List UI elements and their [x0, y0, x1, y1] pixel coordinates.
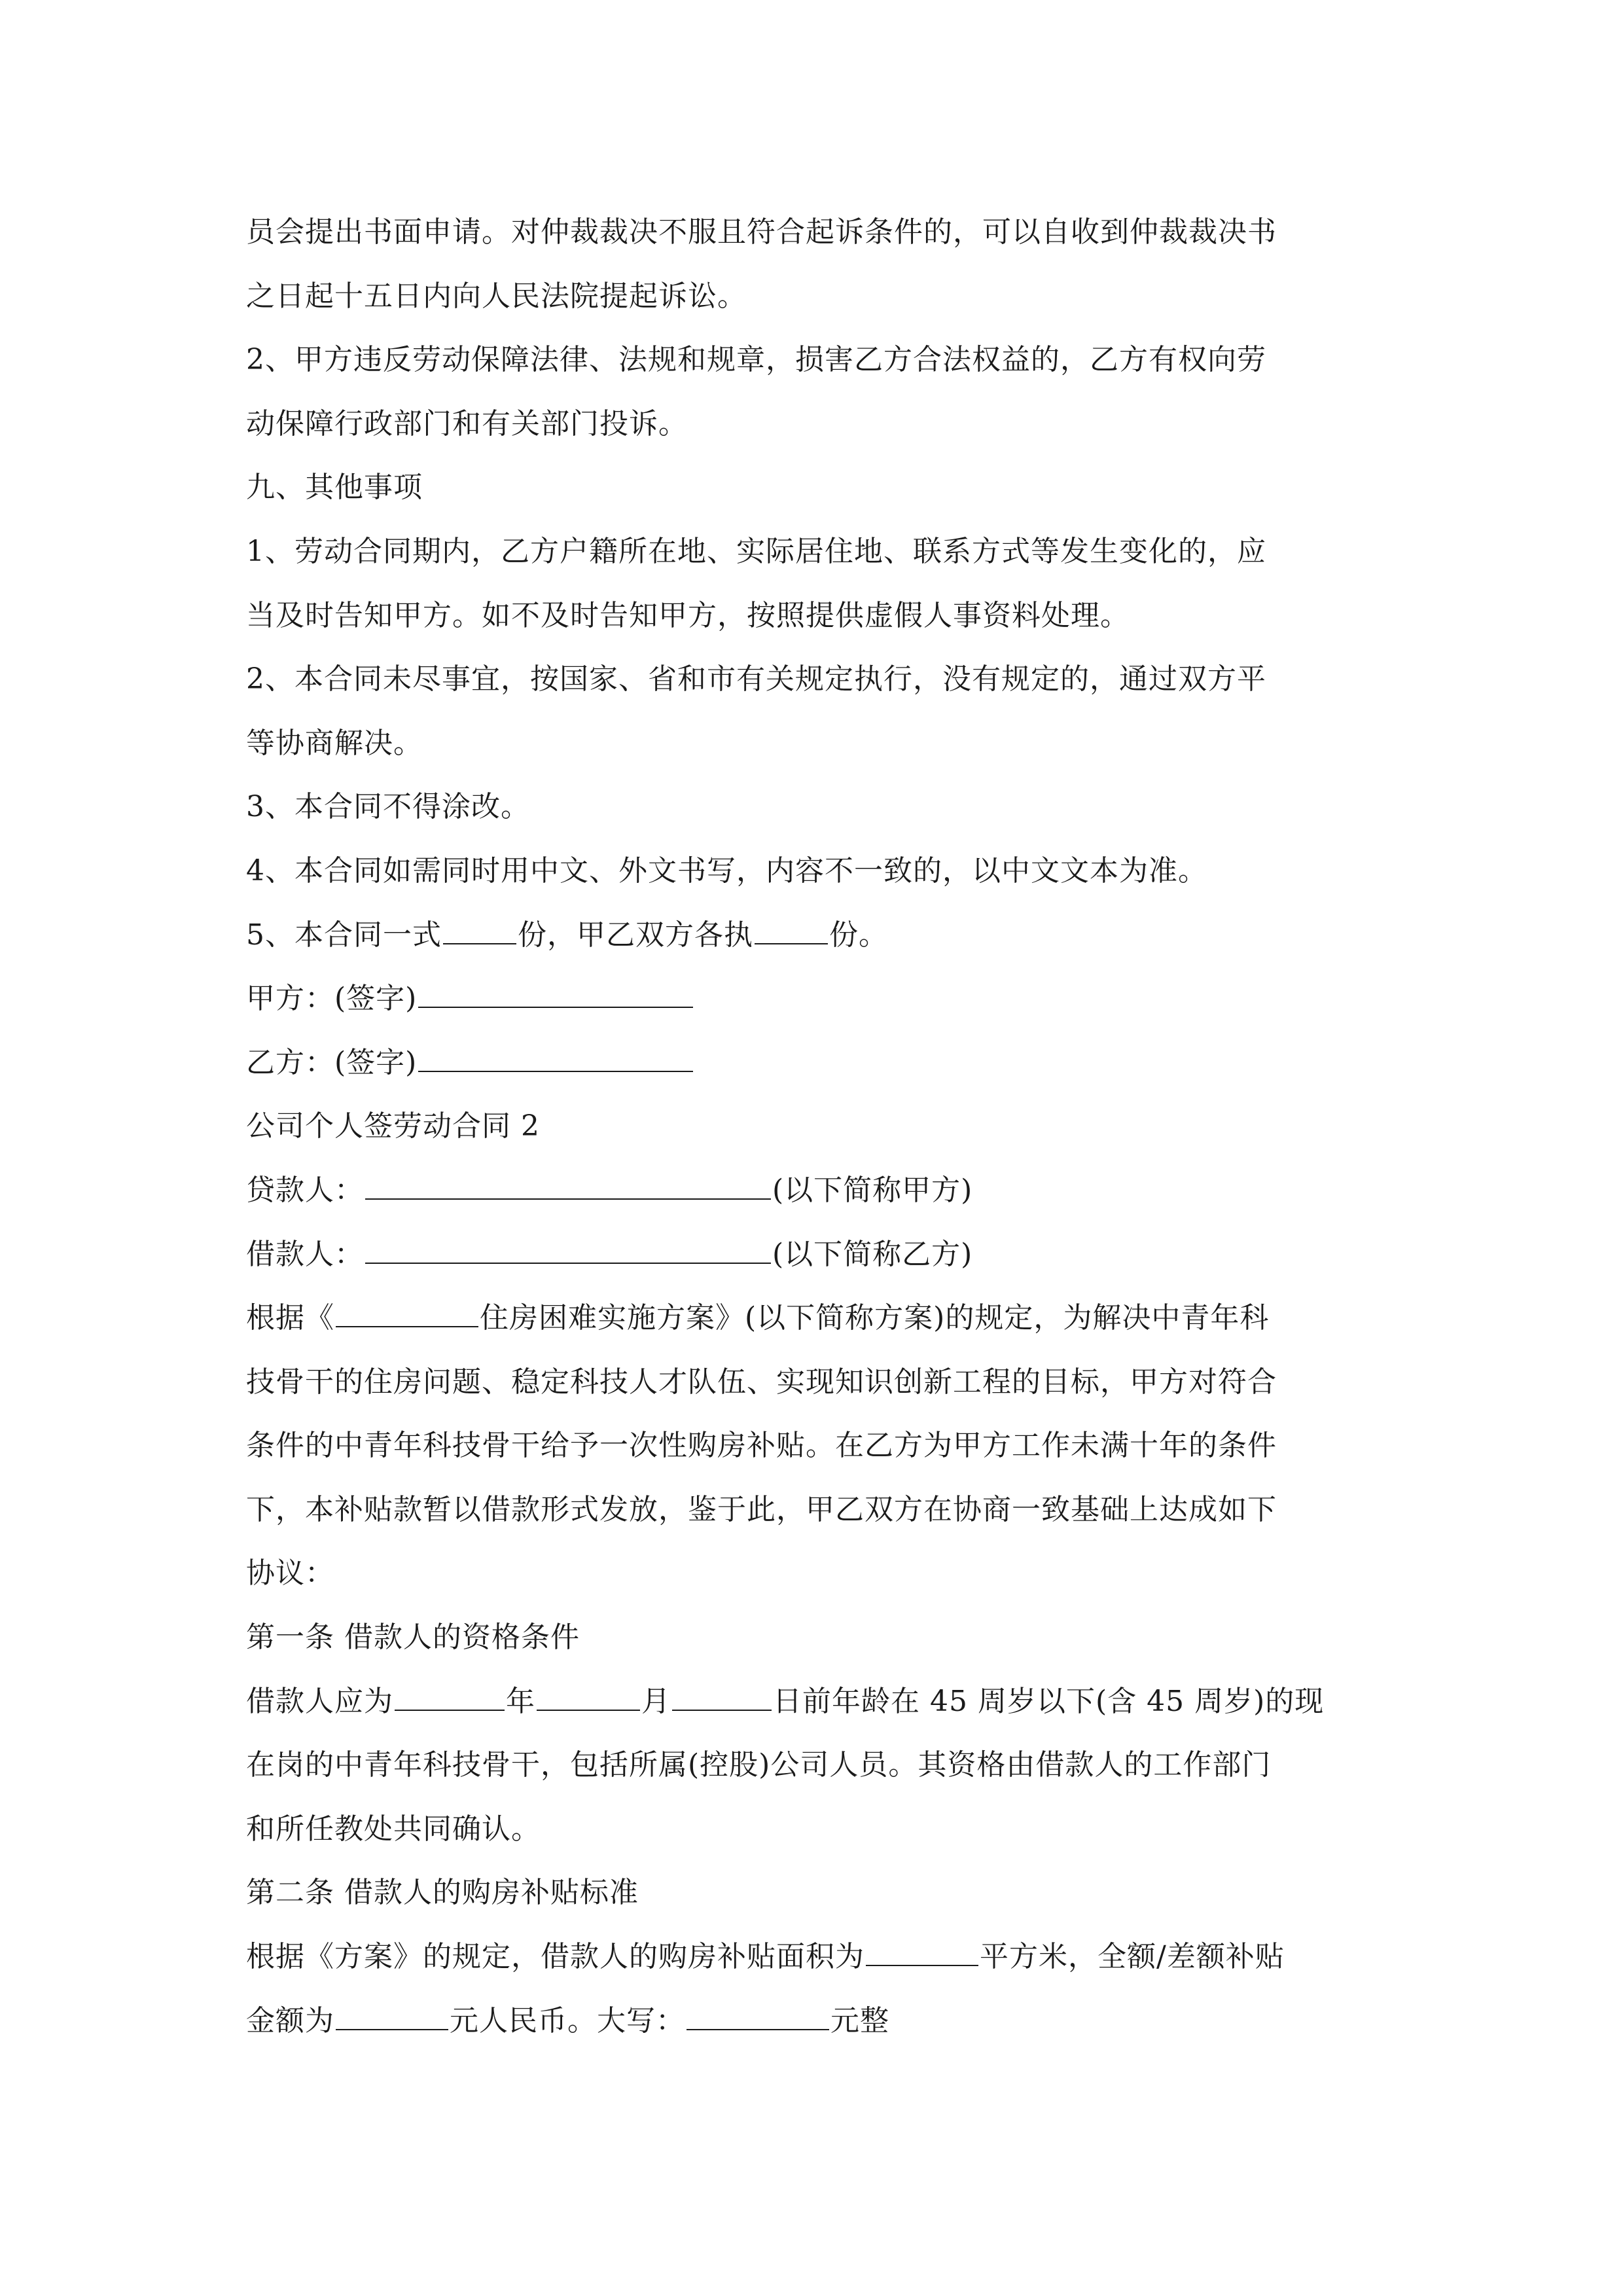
area-blank[interactable]	[866, 1941, 978, 1966]
paragraph-line: 3、本合同不得涂改。	[246, 790, 530, 824]
document-body	[246, 200, 1378, 2053]
basis-prefix: 根据《	[246, 1301, 334, 1335]
copies-middle: 份，甲乙双方各执	[518, 918, 753, 952]
lender-label: 贷款人：	[246, 1173, 364, 1207]
section-heading: 九、其他事项	[246, 471, 423, 505]
party-a-signature-line	[246, 967, 1378, 1031]
basis-line	[246, 1286, 1378, 1350]
article-2-area-line	[246, 1925, 1378, 1989]
paragraph-line: 2、本合同未尽事宜，按国家、省和市有关规定执行，没有规定的，通过双方平	[246, 662, 1266, 696]
party-b-signature-line	[246, 1031, 1378, 1095]
article-1-date-prefix: 借款人应为	[246, 1684, 393, 1718]
basis-suffix: 住房困难实施方案》(以下简称方案)的规定，为解决中青年科	[480, 1301, 1270, 1335]
lender-name-blank[interactable]	[365, 1175, 771, 1200]
paragraph-line: 条件的中青年科技骨干给予一次性购房补贴。在乙方为甲方工作未满十年的条件	[246, 1429, 1277, 1463]
article-2-amount-line	[246, 1989, 1378, 2053]
paragraph-line: 1、劳动合同期内，乙方户籍所在地、实际居住地、联系方式等发生变化的，应	[246, 534, 1266, 568]
copies-suffix: 份。	[829, 918, 888, 952]
amount-blank[interactable]	[336, 2005, 448, 2030]
article-2-amount-prefix: 金额为	[246, 2003, 334, 2037]
article-1-date-line	[246, 1670, 1378, 1734]
party-a-sign-label: 甲方：(签字)	[246, 982, 418, 1016]
party-a-signature-blank[interactable]	[418, 983, 693, 1008]
paragraph-line: 当及时告知甲方。如不及时告知甲方，按照提供虚假人事资料处理。	[246, 598, 1130, 632]
paragraph-line: 和所任教处共同确认。	[246, 1812, 541, 1846]
paragraph-line: 在岗的中青年科技骨干，包括所属(控股)公司人员。其资格由借款人的工作部门	[246, 1748, 1272, 1782]
plan-name-blank[interactable]	[336, 1302, 478, 1327]
copies-total-blank[interactable]	[443, 920, 516, 944]
party-b-signature-blank[interactable]	[418, 1047, 693, 1072]
article-2-title: 第二条 借款人的购房补贴标准	[246, 1876, 639, 1910]
paragraph-line: 协议：	[246, 1556, 334, 1590]
day-blank[interactable]	[672, 1686, 772, 1711]
contract-2-title: 公司个人签劳动合同 2	[246, 1109, 540, 1143]
party-b-sign-label: 乙方：(签字)	[246, 1045, 418, 1079]
paragraph-line: 下，本补贴款暂以借款形式发放，鉴于此，甲乙双方在协商一致基础上达成如下	[246, 1492, 1277, 1526]
year-label: 年	[506, 1684, 535, 1718]
copies-line	[246, 903, 1378, 967]
paragraph-line: 动保障行政部门和有关部门投诉。	[246, 406, 688, 440]
month-label: 月	[641, 1684, 671, 1718]
lender-line	[246, 1158, 1378, 1223]
article-2-amount-suffix: 元整	[830, 2003, 889, 2037]
paragraph-line: 技骨干的住房问题、稳定科技人才队伍、实现知识创新工程的目标，甲方对符合	[246, 1365, 1277, 1399]
copies-prefix: 5、本合同一式	[246, 918, 442, 952]
copies-each-blank[interactable]	[755, 920, 828, 944]
paragraph-line: 员会提出书面申请。对仲裁裁决不服且符合起诉条件的，可以自收到仲裁裁决书	[246, 215, 1277, 249]
article-2-area-suffix: 平方米，全额/差额补贴	[980, 1940, 1285, 1974]
paragraph-line: 之日起十五日内向人民法院提起诉讼。	[246, 279, 747, 313]
month-blank[interactable]	[537, 1686, 640, 1711]
paragraph-line: 等协商解决。	[246, 726, 423, 760]
article-2-area-prefix: 根据《方案》的规定，借款人的购房补贴面积为	[246, 1940, 865, 1974]
article-1-title: 第一条 借款人的资格条件	[246, 1621, 580, 1655]
amount-words-blank[interactable]	[687, 2005, 829, 2030]
article-2-amount-middle: 元人民币。大写：	[450, 2003, 685, 2037]
paragraph-line: 4、本合同如需同时用中文、外文书写，内容不一致的，以中文文本为准。	[246, 853, 1207, 888]
lender-suffix: (以下简称甲方)	[772, 1173, 973, 1207]
borrower-label: 借款人：	[246, 1237, 364, 1271]
year-blank[interactable]	[395, 1686, 505, 1711]
borrower-suffix: (以下简称乙方)	[772, 1237, 973, 1271]
article-1-date-suffix: 日前年龄在 45 周岁以下(含 45 周岁)的现	[773, 1684, 1325, 1718]
borrower-line	[246, 1223, 1378, 1287]
paragraph-line: 2、甲方违反劳动保障法律、法规和规章，损害乙方合法权益的，乙方有权向劳	[246, 343, 1266, 377]
borrower-name-blank[interactable]	[365, 1239, 771, 1264]
